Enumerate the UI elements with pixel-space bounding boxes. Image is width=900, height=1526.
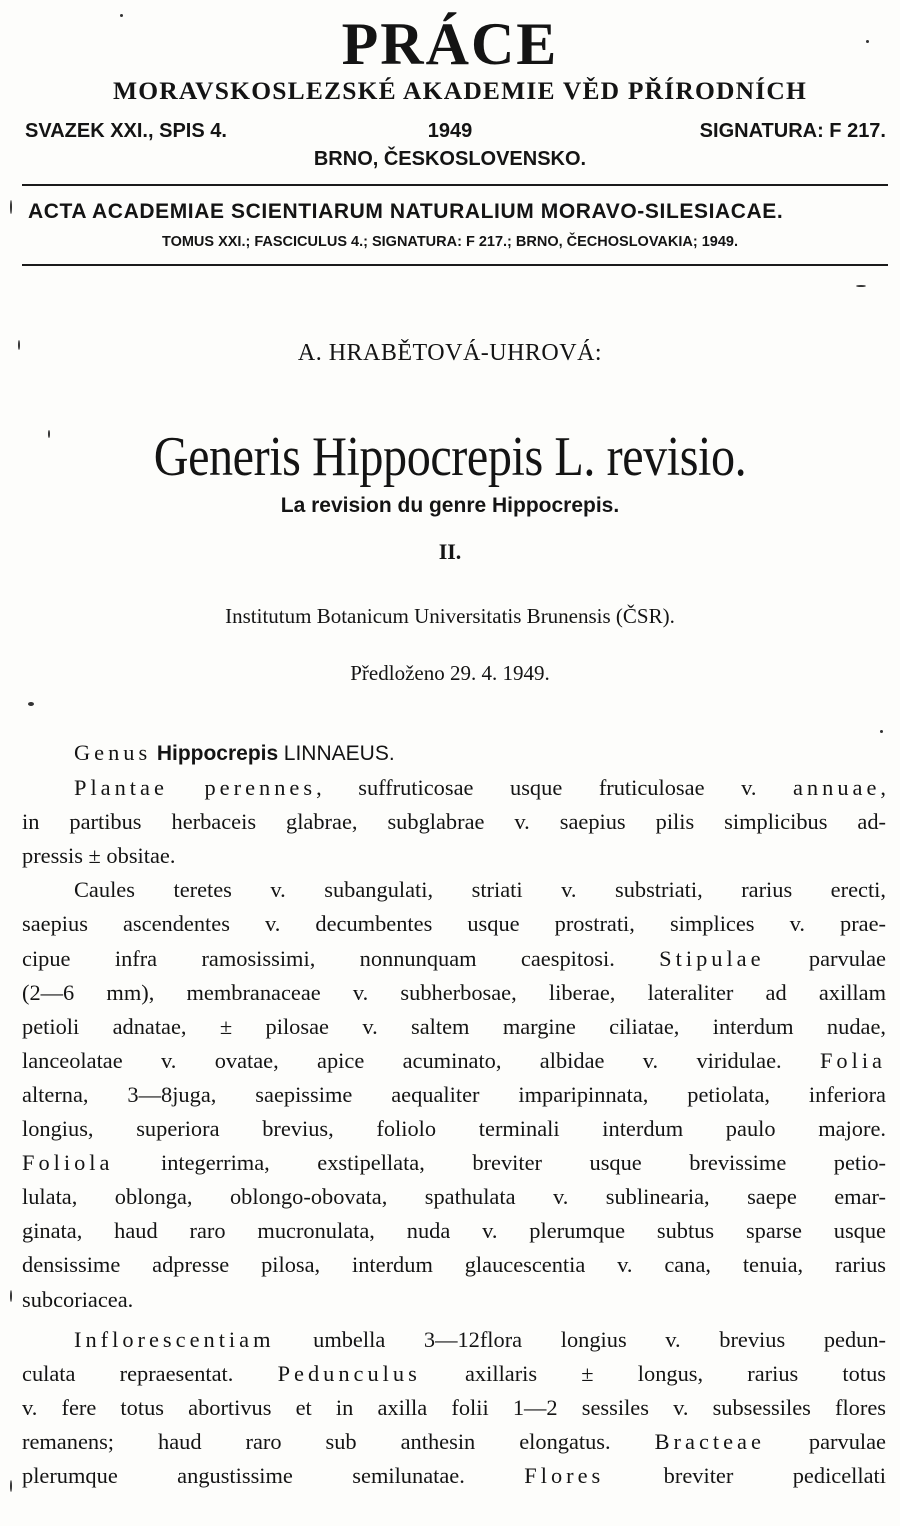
text-run: , [880,775,886,801]
genus-heading [22,736,886,771]
text-line [22,942,886,976]
spaced-term: Foliola [22,1150,114,1176]
journal-title: PRÁCE [341,11,559,77]
text-line [22,907,886,941]
submission-date: Předloženo 29. 4. 1949. [350,661,550,685]
text-run [168,775,205,800]
text-line: pressis ± obsitae. [22,843,176,869]
publication-place: BRNO, ČESKOSLOVENSKO. [313,148,587,170]
text-line [22,1425,886,1459]
text-run: , suffruticosae usque fruticulosae v. [316,775,793,801]
text-run: breviter pedicellati [604,1462,886,1488]
text-line [22,1357,886,1391]
text-run: integerrima, exstipellata, breviter usque brevissime petio- [113,1150,886,1176]
text-line [22,873,886,907]
header-rule-bottom [22,264,888,266]
paragraph-habit [22,771,886,873]
volume-info: SVAZEK XXI., SPIS 4. [25,120,227,142]
genus-name: Hippocrepis [156,742,279,765]
text-run: ginata, haud raro mucronulata, nuda v. plerumque subtus sparse usque [22,1218,886,1244]
text-run: alterna, 3—8juga, saepissime aequaliter imparipinnata, petiolata, inferiora [22,1081,886,1107]
print-speck [120,14,123,17]
text-run: umbella 3—12flora longius v. brevius pedun- [274,1326,886,1352]
text-run: teretes v. subangulati, striati v. substriati, rarius erecti, [134,877,886,903]
text-run: plerumque angustissime semilunatae. [22,1462,525,1488]
latin-journal-info: TOMUS XXI.; FASCICULUS 4.; SIGNATURA: F 217.; BRNO, ČECHOSLOVAKIA; 1949. [161,234,739,250]
journal-subtitle: MORAVSKOSLEZSKÉ AKADEMIE VĚD PŘÍRODNÍCH [112,76,808,105]
print-speck [48,430,50,438]
text-run: parvulae [764,945,886,971]
text-line: in partibus herbaceis glabrae, subglabrae v. saepius pilis simplicibus ad- [22,809,886,835]
article-french-title: La revision du genre Hippocrepis. [280,494,620,517]
print-speck [18,340,20,350]
text-run: remanens; haud raro sub anthesin elongatus. [22,1428,655,1454]
spaced-term: Flores [524,1462,605,1488]
header-rule-top [22,184,888,186]
spaced-term: Pedunculus [277,1360,421,1386]
text-line [22,1010,886,1044]
genus-label: Genus [74,740,152,765]
print-speck [10,200,12,214]
text-run: (2—6 mm), membranaceae v. subherbosae, liberae, lateraliter ad axillam [22,979,886,1005]
text-line [22,1180,886,1214]
text-line [22,1044,886,1078]
article-author: A. HRABĚTOVÁ-UHROVÁ: [297,340,603,366]
text-line [22,771,886,805]
article-title: Generis Hippocrepis L. revisio. [153,426,747,488]
print-speck [28,702,34,706]
print-speck [856,285,866,287]
genus-author: LINNAEUS. [283,742,395,765]
text-run: densissime adpresse pilosa, interdum glaucescentia v. cana, tenuia, rarius [22,1252,886,1278]
text-run: parvulae [764,1428,886,1454]
text-line [22,1112,886,1146]
text-line [22,1459,886,1493]
paragraph-stems-leaves [22,873,886,1316]
publication-year: 1949 [427,120,473,142]
spaced-term: annuae [792,775,881,801]
text-run: lulata, oblonga, oblongo-obovata, spathulata v. sublinearia, saepe emar- [22,1184,886,1210]
spaced-term: Inflorescentiam [74,1326,275,1352]
article-part-number: II. [438,539,462,564]
spaced-term: Plantae [74,775,168,801]
print-speck [866,40,869,43]
text-run: cipue infra ramosissimi, nonnunquam caespitosi. [22,945,660,971]
print-speck [10,1290,12,1302]
text-run: culata repraesentat. [22,1360,278,1386]
text-run: v. fere totus abortivus et in axilla folii 1—2 sessiles v. subsessiles flores [22,1394,886,1420]
text-run: Caules [74,877,135,903]
text-line [22,976,886,1010]
text-run: lanceolatae v. ovatae, apice acuminato, albidae v. viridulae. [22,1047,820,1073]
latin-journal-title: ACTA ACADEMIAE SCIENTIARUM NATURALIUM MORAVO-SILESIACAE. [28,200,784,223]
text-line [22,1283,886,1317]
text-line [22,1214,886,1248]
text-run: petioli adnatae, ± pilosae v. saltem margine ciliatae, interdum nudae, [22,1013,886,1039]
paragraph-inflorescence [22,1323,886,1493]
text-run: axillaris ± longus, rarius totus [420,1360,886,1386]
print-speck [880,730,883,733]
signature-info: SIGNATURA: F 217. [699,120,886,142]
text-run: subcoriacea. [22,1286,134,1312]
spaced-term: Bracteae [654,1428,765,1454]
text-line [22,1146,886,1180]
article-body [22,736,886,1493]
spaced-term: Folia [819,1047,886,1073]
text-run: longius, superiora brevius, foliolo terminali interdum paulo majore. [22,1116,886,1142]
text-line [22,1078,886,1112]
text-line [22,1323,886,1357]
spaced-term: Stipulae [659,945,765,971]
print-speck [10,1480,12,1492]
text-line [22,1248,886,1282]
text-line [22,1391,886,1425]
institute-line: Institutum Botanicum Universitatis Brunensis (ČSR). [225,604,675,628]
text-run: saepius ascendentes v. decumbentes usque prostrati, simplices v. prae- [22,911,886,937]
spaced-term: perennes [204,775,317,801]
